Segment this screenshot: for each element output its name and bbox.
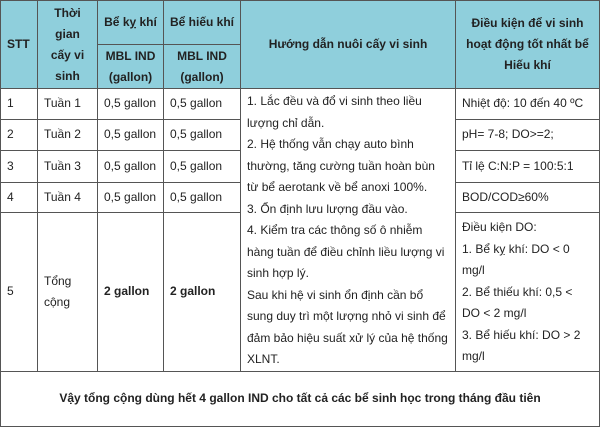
header-conditions: Điều kiện để vi sinh hoạt động tốt nhất bể Hiếu khí [456,1,600,89]
cell-anaerobic: 0,5 gallon [98,151,164,183]
do-aerobic: 3. Bể hiếu khí: DO > 2 mg/l [462,327,581,364]
cell-condition: pH= 7-8; DO>=2; [456,119,600,151]
cell-aerobic: 0,5 gallon [164,89,241,120]
guide-cell [241,89,456,372]
cell-stt: 1 [1,89,38,120]
header-anaerobic: Bể kỵ khí [98,1,164,45]
cell-time: Tuần 3 [38,151,98,183]
header-stt: STT [1,1,38,89]
cell-time: Tuần 2 [38,119,98,151]
cell-aerobic: 0,5 gallon [164,182,241,213]
cell-condition: BOD/COD≥60% [456,182,600,213]
do-anoxic: 2. Bể thiếu khí: 0,5 < DO < 2 mg/l [462,284,573,321]
do-anaerobic: 1. Bể kỵ khí: DO < 0 mg/l [462,241,570,278]
guide-step-2: 2. Hệ thống vẫn chạy auto bình thường, tăng cường tuần hoàn bùn từ bể aerotank về bể anoxi 100%. [247,137,435,194]
guide-step-3: 3. Ổn định lưu lượng đầu vào. [247,201,408,216]
header-anaerobic-sub: MBL IND (gallon) [98,45,164,89]
cell-stt: 5 [1,213,38,371]
cell-aerobic: 0,5 gallon [164,119,241,151]
guide-step-1: 1. Lắc đều và đổ vi sinh theo liều lượng chỉ dẫn. [247,94,422,130]
cell-anaerobic: 0,5 gallon [98,89,164,120]
guide-step-4: 4. Kiểm tra các thông số ô nhiễm hàng tuần để điều chỉnh liều lượng vi sinh hợp lý. [247,223,445,280]
cell-condition: Nhiệt độ: 10 đến 40 ºC [456,89,600,120]
cell-aerobic: 0,5 gallon [164,151,241,183]
do-title: Điều kiện DO: [462,220,537,235]
table-row [1,89,600,120]
cell-time: Tuần 4 [38,182,98,213]
header-guide: Hướng dẫn nuôi cấy vi sinh [241,1,456,89]
summary-footer: Vậy tổng cộng dùng hết 4 gallon IND cho tất cả các bể sinh học trong tháng đầu tiên [1,371,600,426]
guide-note: Sau khi hệ vi sinh ổn định cần bổ sung duy trì một lượng nhỏ vi sinh để đảm bảo hiệu suất xử lý của hệ thống XLNT. [247,287,448,366]
do-conditions-cell [456,213,600,371]
header-aerobic-sub: MBL IND (gallon) [164,45,241,89]
cell-time: Tổng cộng [38,213,98,371]
cell-stt: 3 [1,151,38,183]
cell-stt: 4 [1,182,38,213]
cell-anaerobic: 0,5 gallon [98,119,164,151]
cell-aerobic-total: 2 gallon [164,213,241,371]
cell-anaerobic-total: 2 gallon [98,213,164,371]
cell-anaerobic: 0,5 gallon [98,182,164,213]
header-time: Thời gian cấy vi sinh [38,1,98,89]
header-aerobic: Bể hiếu khí [164,1,241,45]
cell-condition: Tỉ lệ C:N:P = 100:5:1 [456,151,600,183]
cell-time: Tuần 1 [38,89,98,120]
cell-stt: 2 [1,119,38,151]
